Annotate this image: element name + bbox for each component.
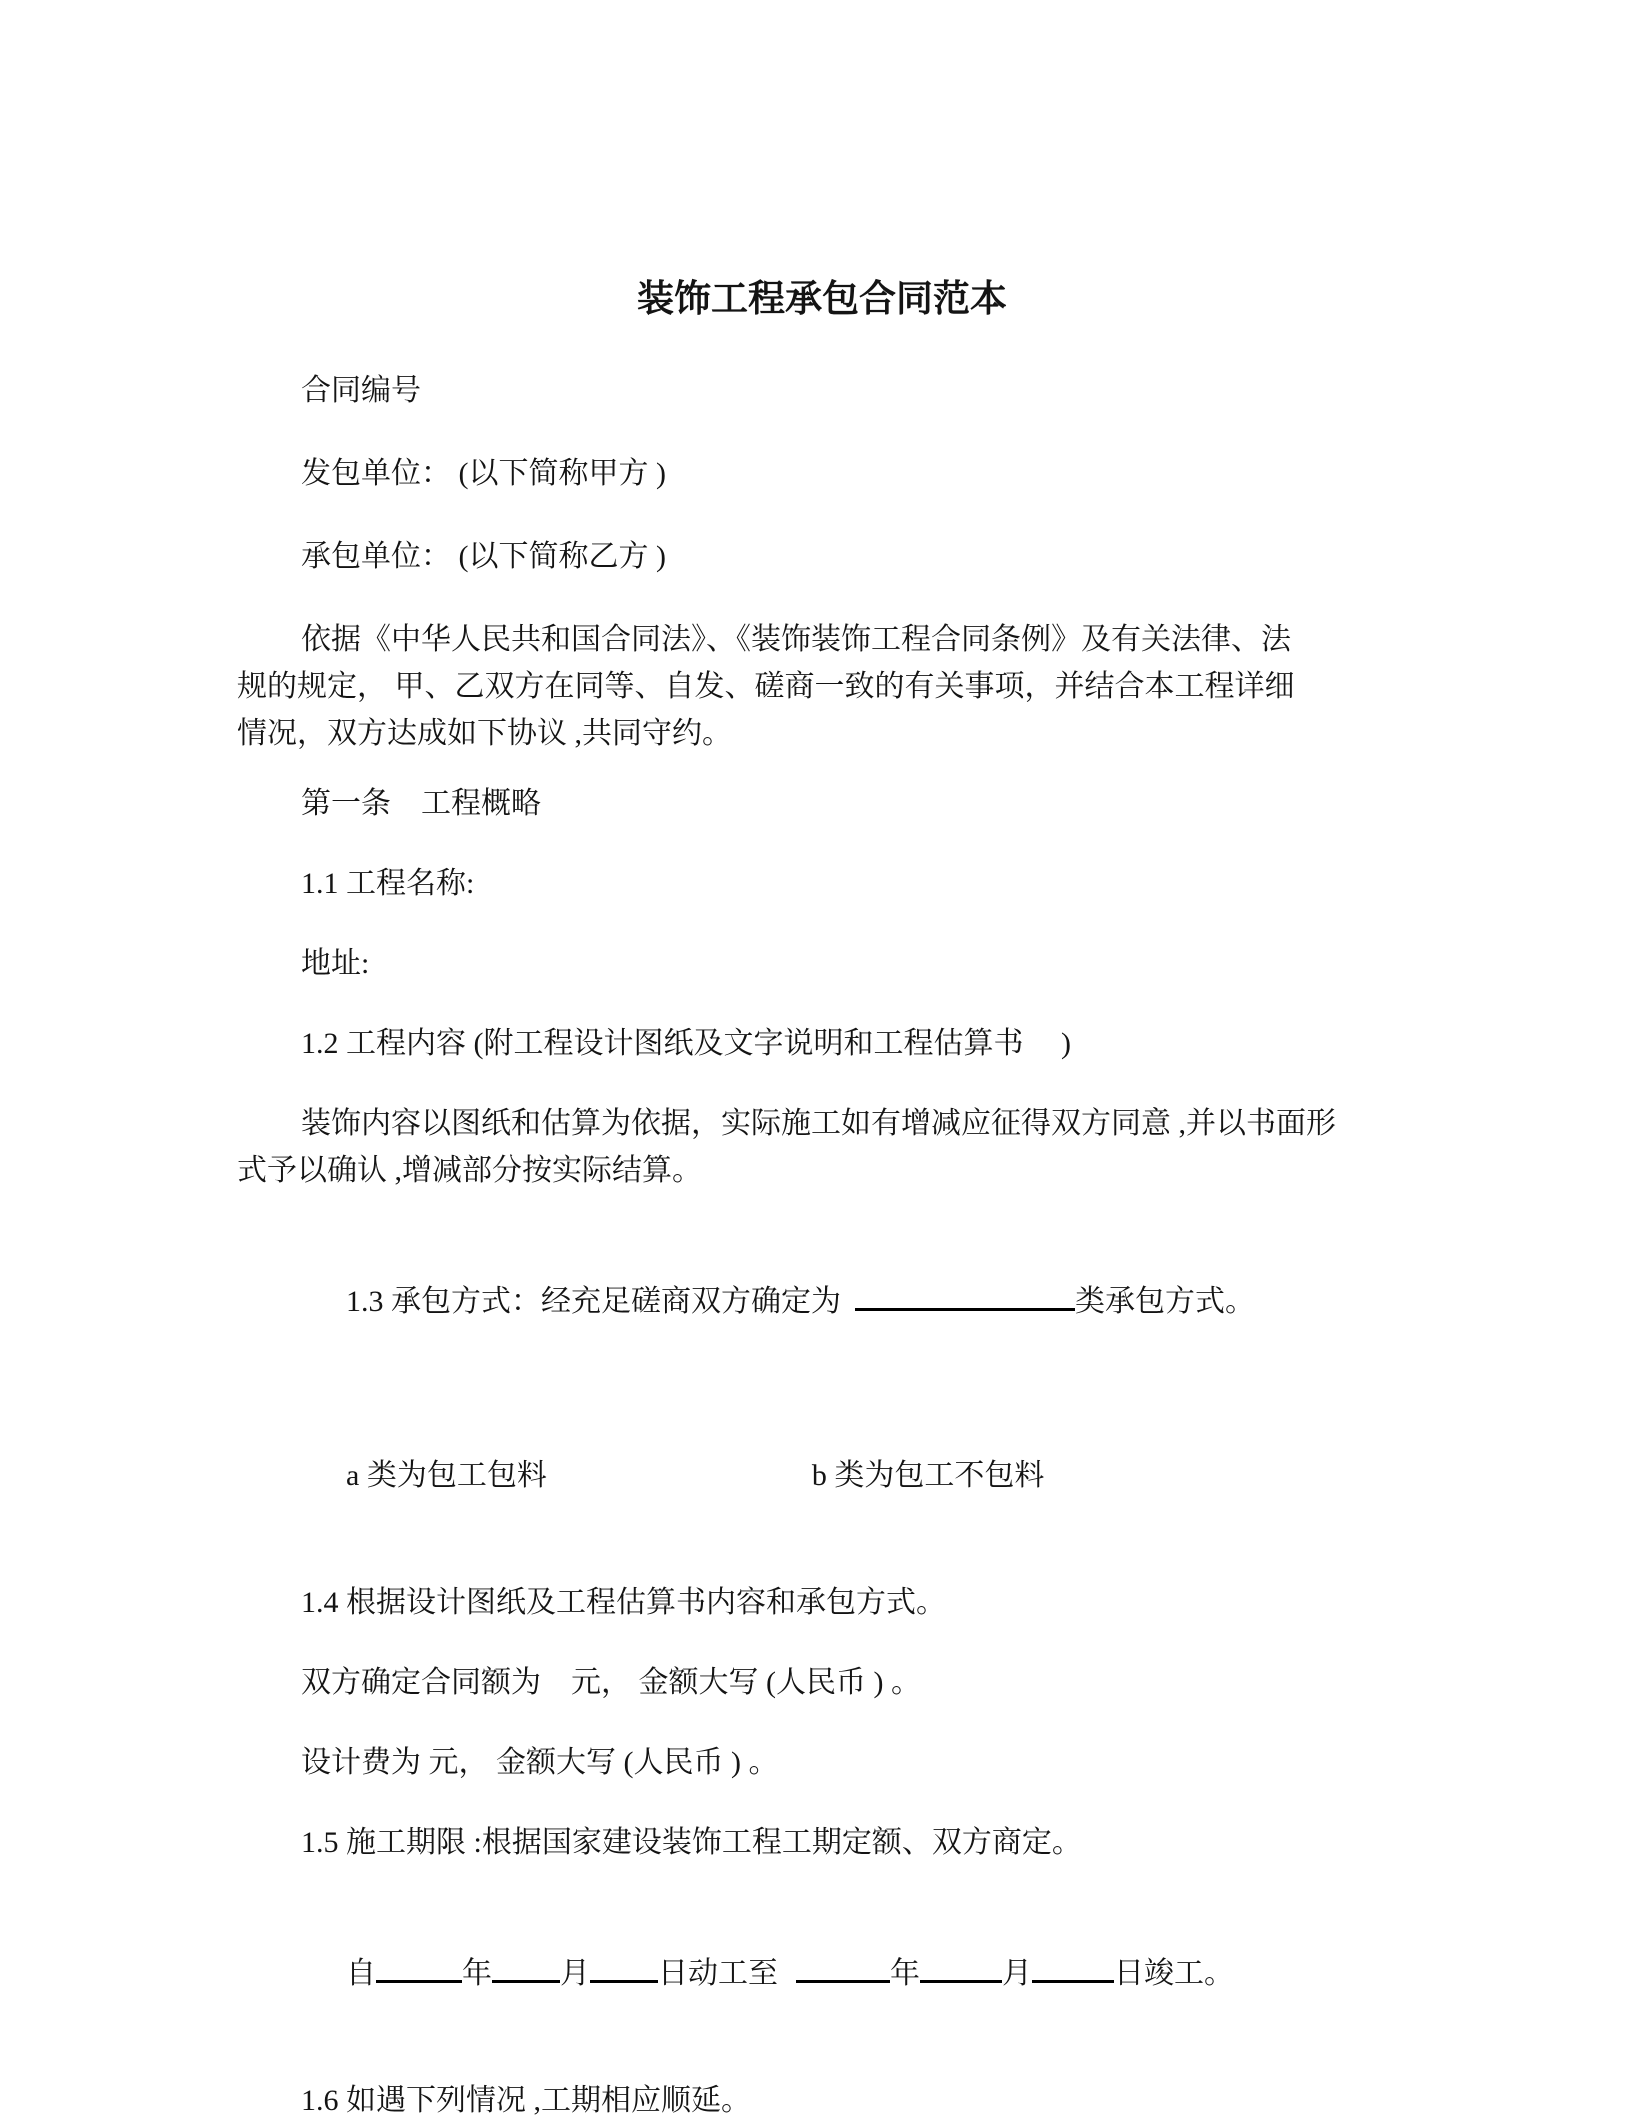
date-seg-month-1: 月 [560, 1957, 590, 1990]
article-1-heading: 第一条 工程概略 [301, 787, 541, 820]
clause-1-1-project-name: 1.1 工程名称: [301, 867, 475, 900]
date-seg-start-to: 日动工至 [658, 1957, 778, 1990]
class-a-option: a 类为包工包料 [346, 1459, 547, 1492]
date-seg-completion: 日竣工。 [1114, 1957, 1234, 1990]
clause-1-6-line: 1.6 如遇下列情况 ,工期相应顺延。 [301, 2084, 751, 2117]
contract-mode-blank-underline [855, 1274, 1075, 1311]
design-fee-line: 设计费为 元， 金额大写 (人民币 ) 。 [301, 1746, 779, 1779]
date-seg-year-1: 年 [462, 1957, 492, 1990]
clause-1-2-project-content: 1.2 工程内容 (附工程设计图纸及文字说明和工程估算书 ) [301, 1027, 1071, 1060]
party-a-line: 发包单位： (以下简称甲方 ) [301, 457, 666, 490]
class-b-option: b 类为包工不包料 [811, 1459, 1045, 1492]
contract-class-options-line [237, 1405, 1407, 1546]
clause-1-5-construction-period-line: 1.5 施工期限 :根据国家建设装饰工程工期定额、双方商定。 [301, 1826, 1082, 1859]
end-month-blank-underline [920, 1946, 1002, 1983]
clause-1-3-text-after-blank: 类承包方式。 [1075, 1285, 1255, 1318]
end-day-blank-underline [1032, 1946, 1114, 1983]
document-title: 装饰工程承包合同范本 [637, 279, 1007, 320]
contract-amount-line: 双方确定合同额为 元， 金额大写 (人民币 ) 。 [301, 1666, 921, 1699]
clause-1-2-note-paragraph [237, 1100, 1407, 1194]
preamble-line-3: 情况，双方达成如下协议 ,共同守约。 [237, 717, 732, 750]
start-year-blank-underline [376, 1946, 462, 1983]
date-seg-month-2: 月 [1002, 1957, 1032, 1990]
clause-1-4-line: 1.4 根据设计图纸及工程估算书内容和承包方式。 [301, 1586, 946, 1619]
date-seg-year-2: 年 [890, 1957, 920, 1990]
contract-number-line: 合同编号 [301, 374, 421, 407]
commencement-completion-date-line [237, 1899, 1407, 2044]
clause-1-2-note-line-2: 式予以确认 ,增减部分按实际结算。 [237, 1154, 702, 1187]
clause-1-3-text-before-blank: 1.3 承包方式：经充足磋商双方确定为 [346, 1285, 841, 1318]
preamble-paragraph [237, 616, 1407, 757]
address-line: 地址: [301, 947, 370, 980]
date-seg-from: 自 [346, 1957, 376, 1990]
clause-1-3-contract-mode-line [237, 1227, 1407, 1372]
preamble-line-2: 规的规定， 甲、乙双方在同等、自发、磋商一致的有关事项，并结合本工程详细 [237, 670, 1295, 703]
end-year-blank-underline [796, 1946, 890, 1983]
party-b-line: 承包单位： (以下简称乙方 ) [301, 540, 666, 573]
start-day-blank-underline [590, 1946, 658, 1983]
clause-1-2-note-line-1: 装饰内容以图纸和估算为依据，实际施工如有增减应征得双方同意 ,并以书面形 [301, 1107, 1336, 1140]
start-month-blank-underline [492, 1946, 560, 1983]
preamble-line-1: 依据《中华人民共和国合同法》、《装饰装饰工程合同条例》及有关法律、法 [301, 623, 1291, 656]
